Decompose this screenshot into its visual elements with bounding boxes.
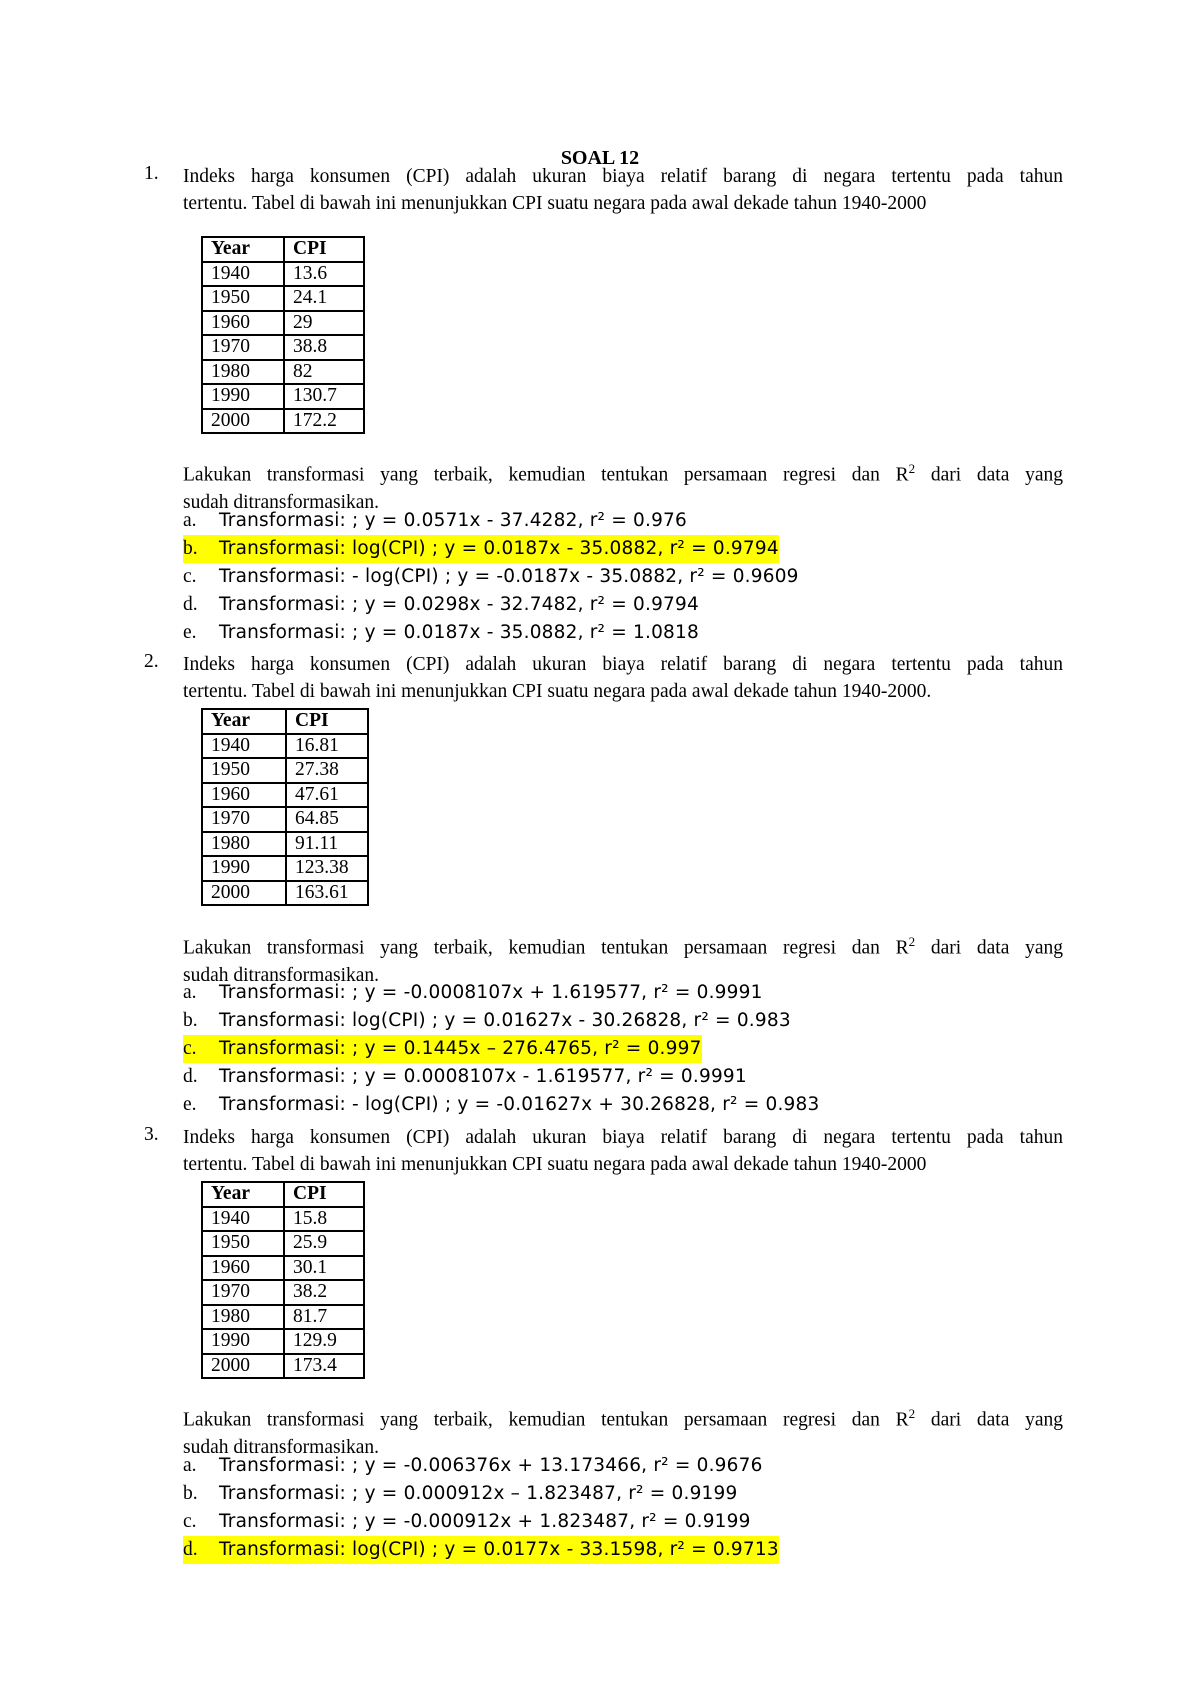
question-stem-line: Indeks harga konsumen (CPI) adalah ukuran biaya relatif barang di negara tertentu pada tahun xyxy=(183,166,1063,187)
option-text: Transformasi: ; y = 0.0187x - 35.0882, r² = 1.0818 xyxy=(219,622,699,643)
answer-options xyxy=(183,1452,1083,1564)
table-header-row xyxy=(202,237,364,262)
cpi-column-header: CPI xyxy=(284,237,364,262)
year-cell: 1990 xyxy=(202,1329,284,1354)
table-header-row xyxy=(202,1182,364,1207)
option-letter: e. xyxy=(183,1094,197,1115)
table-row xyxy=(202,734,368,759)
cpi-table xyxy=(201,708,369,906)
option-letter: d. xyxy=(183,594,198,615)
year-cell: 2000 xyxy=(202,1354,284,1379)
question-number: 1. xyxy=(144,163,159,184)
cpi-cell: 16.81 xyxy=(286,734,368,759)
table-row xyxy=(202,856,368,881)
table-row xyxy=(202,1305,364,1330)
superscript: 2 xyxy=(908,1406,916,1421)
option-text: Transformasi: ; y = -0.000912x + 1.823487, r² = 0.9199 xyxy=(219,1511,751,1532)
option-letter: c. xyxy=(183,566,197,587)
question-stem xyxy=(183,1124,1063,1178)
table-row xyxy=(202,409,364,434)
table-row xyxy=(202,311,364,336)
table-row xyxy=(202,1329,364,1354)
year-column-header: Year xyxy=(202,709,286,734)
year-cell: 2000 xyxy=(202,881,286,906)
cpi-cell: 129.9 xyxy=(284,1329,364,1354)
table-row xyxy=(202,384,364,409)
cpi-table xyxy=(201,236,365,434)
table-row xyxy=(202,1207,364,1232)
table-row xyxy=(202,832,368,857)
cpi-cell: 25.9 xyxy=(284,1231,364,1256)
table-row xyxy=(202,881,368,906)
superscript: 2 xyxy=(908,934,916,949)
instruction-text: dari data yang xyxy=(915,1409,1063,1431)
year-cell: 1940 xyxy=(202,262,284,287)
cpi-cell: 173.4 xyxy=(284,1354,364,1379)
question-stem xyxy=(183,651,1063,705)
cpi-cell: 91.11 xyxy=(286,832,368,857)
option-text: Transformasi: log(CPI) ; y = 0.01627x - 30.26828, r² = 0.983 xyxy=(219,1010,791,1031)
year-cell: 1980 xyxy=(202,1305,284,1330)
answer-option-a[interactable] xyxy=(183,979,1083,1007)
option-letter: a. xyxy=(183,982,197,1003)
option-text: Transformasi: ; y = 0.0008107x - 1.619577, r² = 0.9991 xyxy=(219,1066,747,1087)
instruction-text: Lakukan transformasi yang terbaik, kemudian tentukan persamaan regresi dan R xyxy=(183,464,909,486)
page-title: SOAL 12 xyxy=(560,147,640,169)
cpi-cell: 123.38 xyxy=(286,856,368,881)
option-text: Transformasi: ; y = 0.1445x – 276.4765, r² = 0.997 xyxy=(219,1035,702,1063)
year-cell: 1940 xyxy=(202,734,286,759)
answer-option-d[interactable] xyxy=(183,1536,1083,1564)
table-row xyxy=(202,807,368,832)
year-cell: 1980 xyxy=(202,360,284,385)
answer-option-b[interactable] xyxy=(183,535,1083,563)
cpi-cell: 81.7 xyxy=(284,1305,364,1330)
cpi-cell: 38.2 xyxy=(284,1280,364,1305)
table-row xyxy=(202,360,364,385)
question-stem-line: tertentu. Tabel di bawah ini menunjukkan CPI suatu negara pada awal dekade tahun 1940-2000 xyxy=(183,1154,927,1175)
answer-option-a[interactable] xyxy=(183,1452,1083,1480)
option-letter: d. xyxy=(183,1536,220,1564)
table-header-row xyxy=(202,709,368,734)
year-cell: 2000 xyxy=(202,409,284,434)
year-cell: 1970 xyxy=(202,807,286,832)
superscript: 2 xyxy=(908,461,916,476)
year-cell: 1940 xyxy=(202,1207,284,1232)
year-cell: 1980 xyxy=(202,832,286,857)
table-row xyxy=(202,1354,364,1379)
table-row xyxy=(202,286,364,311)
option-letter: b. xyxy=(183,1483,198,1504)
instruction-line xyxy=(183,455,1063,489)
cpi-cell: 13.6 xyxy=(284,262,364,287)
option-letter: c. xyxy=(183,1035,219,1063)
year-cell: 1960 xyxy=(202,311,284,336)
table-row xyxy=(202,783,368,808)
table-row xyxy=(202,1280,364,1305)
answer-options xyxy=(183,979,1083,1119)
instruction-line: sudah ditransformasikan. xyxy=(183,964,380,986)
option-text: Transformasi: log(CPI) ; y = 0.0187x - 35.0882, r² = 0.9794 xyxy=(219,535,779,563)
cpi-cell: 172.2 xyxy=(284,409,364,434)
option-letter: d. xyxy=(183,1066,198,1087)
option-text: Transformasi: ; y = 0.000912x – 1.823487, r² = 0.9199 xyxy=(219,1483,738,1504)
cpi-cell: 15.8 xyxy=(284,1207,364,1232)
question-stem-line: tertentu. Tabel di bawah ini menunjukkan CPI suatu negara pada awal dekade tahun 1940-2000 xyxy=(183,193,927,214)
option-text: Transformasi: log(CPI) ; y = 0.0177x - 33.1598, r² = 0.9713 xyxy=(219,1536,779,1564)
answer-option-b[interactable] xyxy=(183,1007,1083,1035)
answer-option-e[interactable] xyxy=(183,1091,1083,1119)
cpi-cell: 163.61 xyxy=(286,881,368,906)
answer-options xyxy=(183,507,1083,647)
instruction-text: Lakukan transformasi yang terbaik, kemudian tentukan persamaan regresi dan R xyxy=(183,937,909,959)
option-letter: e. xyxy=(183,622,197,643)
year-cell: 1990 xyxy=(202,856,286,881)
question-number: 3. xyxy=(144,1124,159,1145)
cpi-cell: 30.1 xyxy=(284,1256,364,1281)
answer-option-e[interactable] xyxy=(183,619,1083,647)
option-text: Transformasi: ; y = -0.006376x + 13.173466, r² = 0.9676 xyxy=(219,1455,763,1476)
cpi-cell: 130.7 xyxy=(284,384,364,409)
table-row xyxy=(202,335,364,360)
year-cell: 1960 xyxy=(202,1256,284,1281)
answer-option-a[interactable] xyxy=(183,507,1083,535)
option-text: Transformasi: - log(CPI) ; y = -0.01627x + 30.26828, r² = 0.983 xyxy=(219,1094,820,1115)
option-text: Transformasi: - log(CPI) ; y = -0.0187x - 35.0882, r² = 0.9609 xyxy=(219,566,799,587)
year-cell: 1990 xyxy=(202,384,284,409)
cpi-cell: 27.38 xyxy=(286,758,368,783)
question-stem-line: tertentu. Tabel di bawah ini menunjukkan CPI suatu negara pada awal dekade tahun 1940-2000. xyxy=(183,681,932,702)
table-row xyxy=(202,1231,364,1256)
year-column-header: Year xyxy=(202,1182,284,1207)
cpi-cell: 29 xyxy=(284,311,364,336)
question-stem-line: Indeks harga konsumen (CPI) adalah ukuran biaya relatif barang di negara tertentu pada tahun xyxy=(183,1127,1063,1148)
year-cell: 1950 xyxy=(202,1231,284,1256)
cpi-table xyxy=(201,1181,365,1379)
cpi-column-header: CPI xyxy=(286,709,368,734)
answer-option-c[interactable] xyxy=(183,1508,1083,1536)
answer-option-d[interactable] xyxy=(183,591,1083,619)
answer-option-b[interactable] xyxy=(183,1480,1083,1508)
question-stem-line: Indeks harga konsumen (CPI) adalah ukuran biaya relatif barang di negara tertentu pada tahun xyxy=(183,654,1063,675)
option-letter: a. xyxy=(183,510,197,531)
option-text: Transformasi: ; y = -0.0008107x + 1.619577, r² = 0.9991 xyxy=(219,982,763,1003)
cpi-cell: 38.8 xyxy=(284,335,364,360)
year-cell: 1950 xyxy=(202,758,286,783)
year-column-header: Year xyxy=(202,237,284,262)
question-stem xyxy=(183,163,1063,217)
instruction-text: Lakukan transformasi yang terbaik, kemudian tentukan persamaan regresi dan R xyxy=(183,1409,909,1431)
instruction-text: dari data yang xyxy=(915,937,1063,959)
answer-option-d[interactable] xyxy=(183,1063,1083,1091)
option-letter: c. xyxy=(183,1511,197,1532)
option-text: Transformasi: ; y = 0.0298x - 32.7482, r² = 0.9794 xyxy=(219,594,699,615)
option-letter: a. xyxy=(183,1455,197,1476)
instruction-line: sudah ditransformasikan. xyxy=(183,1436,380,1458)
year-cell: 1970 xyxy=(202,335,284,360)
cpi-cell: 47.61 xyxy=(286,783,368,808)
question-number: 2. xyxy=(144,651,159,672)
table-row xyxy=(202,262,364,287)
option-text: Transformasi: ; y = 0.0571x - 37.4282, r² = 0.976 xyxy=(219,510,688,531)
option-letter: b. xyxy=(183,535,220,563)
cpi-cell: 64.85 xyxy=(286,807,368,832)
answer-option-c[interactable] xyxy=(183,563,1083,591)
option-letter: b. xyxy=(183,1010,198,1031)
instruction-line: sudah ditransformasikan. xyxy=(183,491,380,513)
instruction-line xyxy=(183,928,1063,962)
instruction-text: dari data yang xyxy=(915,464,1063,486)
year-cell: 1970 xyxy=(202,1280,284,1305)
cpi-cell: 82 xyxy=(284,360,364,385)
table-row xyxy=(202,1256,364,1281)
instruction-line xyxy=(183,1400,1063,1434)
answer-option-c[interactable] xyxy=(183,1035,1083,1063)
table-row xyxy=(202,758,368,783)
cpi-cell: 24.1 xyxy=(284,286,364,311)
year-cell: 1950 xyxy=(202,286,284,311)
year-cell: 1960 xyxy=(202,783,286,808)
cpi-column-header: CPI xyxy=(284,1182,364,1207)
